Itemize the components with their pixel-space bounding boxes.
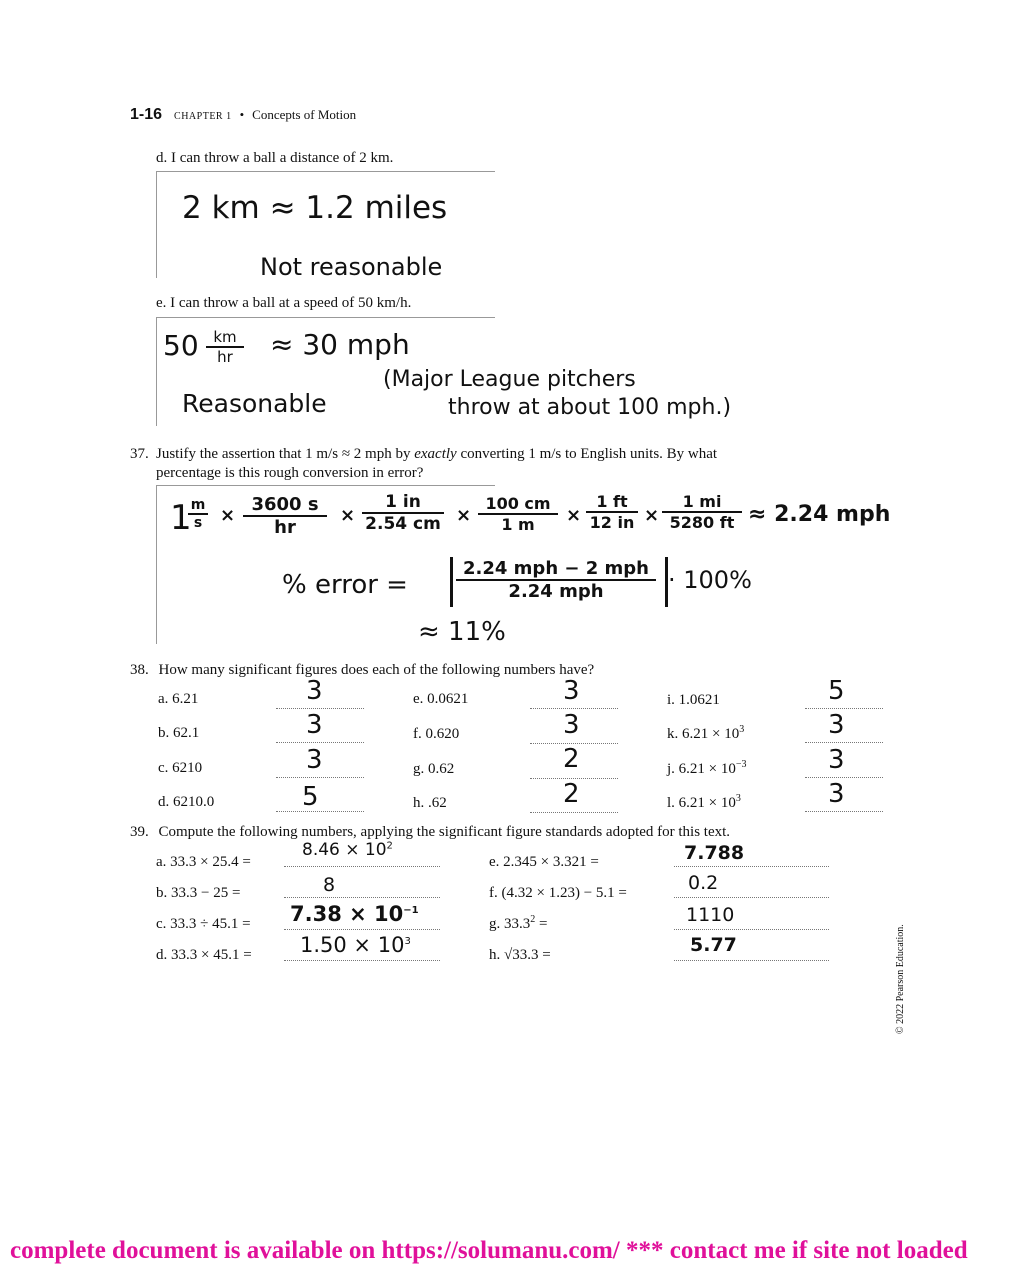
sf-label-a: a. 6.21: [158, 691, 199, 707]
sf-label-l: [667, 795, 741, 812]
sf-line-d: [276, 793, 364, 812]
conv-f3-den: 2.54 cm: [365, 514, 441, 534]
calc-label-b: b. 33.3 − 25 =: [156, 885, 241, 901]
page-number: 1-16: [130, 106, 163, 123]
conv-frac-2: [243, 494, 327, 538]
sf-answer-a: 3: [306, 676, 323, 706]
calc-answer-f: 0.2: [688, 872, 719, 894]
error-result: ≈ 11%: [418, 617, 506, 647]
sf-label-e: e. 0.0621: [413, 691, 469, 707]
error-den: 2.24 mph: [508, 581, 604, 602]
conv-f4-num: 100 cm: [478, 494, 558, 515]
calc-label-a: a. 33.3 × 25.4 =: [156, 854, 251, 870]
sf-label-k-base: k. 6.21 × 10: [667, 726, 740, 742]
q38-prompt-row: [130, 661, 594, 680]
q37-number: 37.: [130, 446, 149, 462]
sf-answer-d: 5: [302, 782, 319, 812]
conv-f2-num: 3600 s: [243, 494, 327, 517]
q36e-frac-den: hr: [217, 348, 233, 366]
conv-frac-1: [188, 497, 208, 531]
conv-f3-num: 1 in: [362, 492, 444, 514]
q36d-hand-line1: 2 km ≈ 1.2 miles: [182, 190, 448, 226]
sf-label-g: g. 0.62: [413, 761, 455, 777]
conv-times-2: ×: [340, 505, 356, 526]
sf-answer-i: 5: [828, 676, 845, 706]
sf-label-j-exp: −3: [735, 759, 747, 770]
q37-prompt-italic: exactly: [414, 446, 457, 462]
q36e-hand-note1: (Major League pitchers: [383, 367, 636, 392]
sf-label-k-exp: 3: [739, 724, 745, 735]
conv-frac-5: [586, 492, 638, 532]
calc-answer-c-exp: −1: [403, 905, 419, 916]
conv-times-1: ×: [220, 505, 236, 526]
calc-answer-g: 1110: [686, 904, 735, 926]
calc-label-g-exp: 2: [530, 914, 536, 925]
conv-times-3: ×: [456, 505, 472, 526]
q37-prompt-line2: percentage is this rough conversion in error?: [156, 465, 424, 481]
sf-answer-e: 3: [563, 676, 580, 706]
conv-f2-den: hr: [274, 517, 296, 538]
calc-label-c: c. 33.3 ÷ 45.1 =: [156, 916, 251, 932]
conv-frac-6: [662, 492, 742, 532]
calc-answer-d-base: 1.50 × 10: [300, 933, 405, 957]
q36d-prompt: d. I can throw a ball a distance of 2 km.: [156, 150, 394, 166]
conv-f1-num: m: [188, 497, 208, 515]
calc-answer-e: 7.788: [684, 842, 745, 864]
conv-times-5: ×: [644, 505, 660, 526]
calc-label-h: h. √33.3 =: [489, 947, 551, 963]
calc-label-e: e. 2.345 × 3.321 =: [489, 854, 599, 870]
calc-label-g: [489, 915, 547, 934]
calc-label-f: f. (4.32 × 1.23) − 5.1 =: [489, 885, 627, 901]
q39-prompt: Compute the following numbers, applying the significant figure standards adopted for this text.: [158, 824, 731, 840]
q36e-hand-note2: throw at about 100 mph.): [448, 395, 732, 420]
chapter-label: CHAPTER 1: [174, 111, 232, 122]
sf-label-b: b. 62.1: [158, 725, 200, 741]
conv-f1-den: s: [193, 515, 203, 531]
sf-label-l-base: l. 6.21 × 10: [667, 795, 736, 811]
calc-answer-a-base: 8.46 × 10: [302, 840, 387, 860]
conv-f6-num: 1 mi: [662, 492, 742, 513]
conv-f5-den: 12 in: [589, 513, 635, 532]
conv-f5-num: 1 ft: [586, 492, 638, 513]
calc-answer-d-exp: 3: [404, 936, 411, 947]
calc-line-b: [284, 881, 440, 898]
calc-label-d: d. 33.3 × 45.1 =: [156, 947, 252, 963]
q36e-hand-rest: ≈ 30 mph: [270, 328, 410, 361]
sf-label-c: c. 6210: [158, 760, 203, 776]
sf-label-j-base: j. 6.21 × 10: [667, 761, 736, 777]
sf-answer-c: 3: [306, 745, 323, 775]
sf-label-i: i. 1.0621: [667, 692, 720, 708]
q36e-hand-line2: Reasonable: [182, 389, 327, 418]
q36e-hand-value: 50: [163, 329, 199, 362]
conv-times-4: ×: [566, 505, 582, 526]
calc-answer-h: 5.77: [690, 934, 737, 956]
sf-answer-g: 2: [563, 744, 580, 774]
conv-frac-3: [362, 492, 444, 534]
sf-answer-f: 3: [563, 710, 580, 740]
calc-answer-c-base: 7.38 × 10: [290, 902, 404, 926]
calc-answer-d: [300, 933, 411, 957]
error-tail: · 100%: [668, 566, 752, 594]
footer-link-text: complete document is available on https://solumanu.com/ *** contact me if site not loaded: [10, 1237, 968, 1264]
conv-f6-den: 5280 ft: [669, 513, 735, 532]
conv-lead: 1: [170, 498, 192, 538]
sf-label-j: [667, 761, 747, 778]
calc-label-g-tail: =: [535, 916, 548, 932]
sf-answer-h: 2: [563, 779, 580, 809]
sf-answer-k: 3: [828, 710, 845, 740]
sf-label-k: [667, 726, 744, 743]
calc-answer-a: [302, 840, 393, 860]
header-bullet: •: [239, 107, 245, 122]
sf-answer-b: 3: [306, 710, 323, 740]
page-header: [130, 106, 356, 124]
calc-answer-b: 8: [323, 874, 336, 896]
sf-label-h: h. .62: [413, 795, 447, 811]
q37-prompt: [130, 445, 780, 481]
chapter-title: Concepts of Motion: [252, 107, 357, 122]
q36e-hand-fraction: [206, 328, 244, 366]
conv-result: ≈ 2.24 mph: [748, 502, 891, 527]
q36d-hand-line2: Not reasonable: [260, 253, 443, 281]
calc-label-g-base: g. 33.3: [489, 916, 531, 932]
error-fraction: [456, 558, 656, 602]
q37-prompt-after: converting 1 m/s to English units. By what: [456, 446, 718, 462]
q39-number: 39.: [130, 824, 149, 840]
q38-number: 38.: [130, 662, 149, 678]
sf-label-l-exp: 3: [735, 793, 741, 804]
calc-answer-c: [290, 902, 419, 926]
q36e-frac-num: km: [206, 328, 244, 348]
error-num: 2.24 mph − 2 mph: [456, 558, 656, 581]
sf-label-f: f. 0.620: [413, 726, 460, 742]
sf-answer-j: 3: [828, 745, 845, 775]
q37-prompt-before: Justify the assertion that 1 m/s ≈ 2 mph by: [156, 446, 415, 462]
conv-f4-den: 1 m: [501, 515, 535, 534]
error-label: % error =: [282, 570, 408, 600]
calc-answer-a-exp: 2: [386, 840, 393, 852]
conv-frac-4: [478, 494, 558, 534]
q36e-prompt: e. I can throw a ball at a speed of 50 km/h.: [156, 295, 412, 311]
sf-answer-l: 3: [828, 779, 845, 809]
copyright-notice: © 2022 Pearson Education.: [895, 924, 906, 1034]
sf-label-d: d. 6210.0: [158, 794, 215, 810]
q39-prompt-row: [130, 823, 730, 842]
q38-prompt: How many significant figures does each of the following numbers have?: [158, 662, 595, 678]
